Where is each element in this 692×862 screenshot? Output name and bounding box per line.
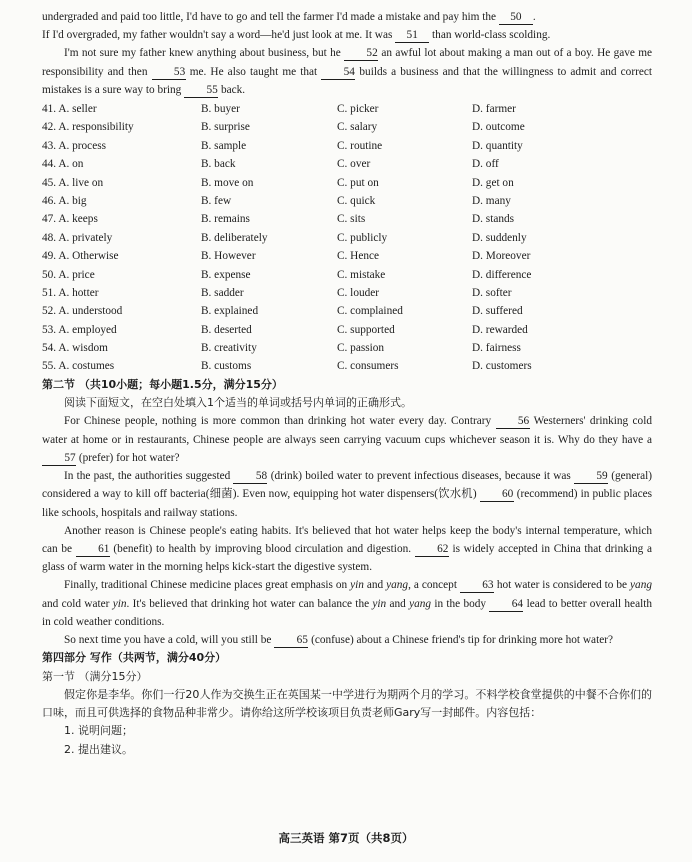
option-a: 43. A. process [42, 139, 107, 152]
blank-52: 52 [344, 47, 378, 61]
option-b: B. back [201, 158, 236, 171]
option-a: 54. A. wisdom [42, 342, 108, 355]
option-a: 49. A. Otherwise [42, 250, 119, 263]
option-row [42, 247, 652, 265]
page-footer: 高三英语 第7页（共8页） [278, 831, 414, 845]
option-d: D. difference [472, 268, 532, 281]
option-a: 55. A. costumes [42, 360, 115, 373]
part4-title: 第四部分 写作（共两节，满分40分） [42, 651, 227, 665]
writing-item-2: 2. 提出建议。 [64, 742, 133, 756]
passage1-paragraph2: I'm not sure my father knew anything about business, but he 52 an awful lot about making a man out of a boy. He gave me responsibility and then 53 me. He also taught me that 54 builds a business and that the willingness to admit and correct mistakes is a sure way to bring 55 back. [42, 47, 653, 96]
option-d: D. rewarded [472, 323, 528, 336]
option-a: 45. A. live on [42, 176, 104, 189]
option-b: B. buyer [201, 103, 240, 116]
option-d: D. suddenly [472, 231, 527, 244]
option-a: 42. A. responsibility [42, 121, 134, 134]
option-row [42, 284, 652, 302]
blank-55: 55 [184, 84, 218, 98]
blank-57: 57 [42, 452, 76, 466]
option-row [42, 192, 652, 210]
blank-50: 50 [499, 11, 533, 25]
blank-53: 53 [152, 66, 186, 80]
option-b: B. sample [201, 139, 247, 152]
option-b: B. customs [201, 360, 252, 373]
option-row [42, 229, 652, 247]
passage2-paragraph2: In the past, the authorities suggested 58 (drink) boiled water to prevent infectious diseases, because it was 59 (general) considered a way to kill off bacteria(细菌). Even now, equipping hot water dispensers(饮水机) 60 (recommend) in public places like schools, hospitals and railway stations. [42, 470, 652, 519]
option-c: C. complained [337, 305, 403, 318]
option-d: D. outcome [472, 121, 525, 134]
option-b: B. few [201, 194, 232, 207]
option-c: C. picker [337, 103, 379, 116]
option-row [42, 321, 652, 339]
blank-59: 59 [574, 470, 608, 484]
option-c: C. supported [337, 323, 395, 336]
option-row [42, 302, 652, 320]
option-d: D. customers [472, 360, 532, 373]
options-list [42, 100, 652, 376]
section2-instruction: 阅读下面短文，在空白处填入1个适当的单词或括号内单词的正确形式。 [64, 396, 412, 410]
option-b: B. move on [201, 176, 254, 189]
option-a: 48. A. privately [42, 231, 113, 244]
blank-56: 56 [496, 415, 530, 429]
option-a: 53. A. employed [42, 323, 117, 336]
option-c: C. routine [337, 139, 383, 152]
passage2-paragraph4: Finally, traditional Chinese medicine places great emphasis on yin and yang, a concept 63 hot water is considered to be yang and cold water yin. It's believed that drinking hot water can balance the yin and yang in the body 64 lead to better overall health in cold weather conditions. [42, 579, 653, 628]
option-a: 50. A. price [42, 268, 95, 281]
option-c: C. quick [337, 194, 376, 207]
passage2-paragraph5: So next time you have a cold, will you still be 65 (confuse) about a Chinese friend's tip for drinking more hot water? [64, 633, 614, 646]
blank-62: 62 [415, 543, 449, 557]
option-b: B. deliberately [201, 231, 268, 244]
option-d: D. fairness [472, 342, 521, 355]
option-d: D. suffered [472, 305, 523, 318]
passage1-line2: If I'd overgraded, my father wouldn't say a word—he'd just look at me. It was 51 than world-class scolding. [42, 29, 551, 42]
passage1-line1: undergraded and paid too little, I'd have to go and tell the farmer I'd made a mistake and pay him the 50 . [42, 11, 536, 23]
option-a: 47. A. keeps [42, 213, 98, 226]
option-c: C. passion [337, 342, 385, 355]
option-b: B. explained [201, 305, 259, 318]
option-c: C. Hence [337, 250, 380, 263]
option-a: 46. A. big [42, 194, 87, 207]
option-row [42, 210, 652, 228]
option-d: D. many [472, 194, 511, 207]
option-c: C. sits [337, 213, 366, 226]
part4-subtitle: 第一节 （满分15分） [42, 669, 148, 683]
blank-63: 63 [460, 579, 494, 593]
option-c: C. salary [337, 121, 378, 134]
option-row [42, 100, 652, 118]
option-b: B. However [201, 250, 256, 263]
option-row [42, 137, 652, 155]
option-a: 44. A. on [42, 158, 84, 171]
option-a: 52. A. understood [42, 305, 123, 318]
option-a: 41. A. seller [42, 103, 97, 116]
option-d: D. get on [472, 176, 514, 189]
option-row [42, 339, 652, 357]
blank-54: 54 [321, 66, 355, 80]
option-row [42, 174, 652, 192]
passage2-paragraph3: Another reason is Chinese people's eating habits. It's believed that hot water helps keep the body's internal temperature, which can be 61 (benefit) to health by improving blood circulation and digestion. 62 is widely accepted in China that drinking a glass of warm water in the morning helps kick-start the digestive system. [42, 524, 653, 574]
blank-60: 60 [480, 488, 514, 502]
option-d: D. off [472, 158, 499, 171]
writing-item-1: 1. 说明问题； [64, 724, 133, 738]
option-d: D. farmer [472, 103, 516, 116]
option-c: C. put on [337, 176, 379, 189]
option-c: C. mistake [337, 268, 386, 281]
option-b: B. creativity [201, 342, 257, 355]
blank-61: 61 [76, 543, 110, 557]
option-row [42, 357, 652, 375]
passage2-paragraph1: For Chinese people, nothing is more common than drinking hot water every day. Contrary 56 Westerners' drinking cold water at home or in restaurants, Chinese people are always seen carrying vacuum cups whichever season it is. Why do they have a 57 (prefer) for hot water? [42, 415, 652, 464]
option-b: B. deserted [201, 323, 252, 336]
option-row [42, 266, 652, 284]
blank-64: 64 [489, 598, 523, 612]
option-d: D. softer [472, 286, 512, 299]
option-a: 51. A. hotter [42, 286, 99, 299]
option-c: C. over [337, 158, 371, 171]
blank-58: 58 [233, 470, 267, 484]
option-c: C. publicly [337, 231, 388, 244]
option-d: D. quantity [472, 139, 523, 152]
option-b: B. expense [201, 268, 251, 281]
option-b: B. remains [201, 213, 250, 226]
option-d: D. Moreover [472, 250, 531, 263]
option-b: B. sadder [201, 286, 244, 299]
option-c: C. louder [337, 286, 380, 299]
option-d: D. stands [472, 213, 515, 226]
option-b: B. surprise [201, 121, 250, 134]
option-row [42, 118, 652, 136]
writing-prompt: 假定你是李华。你们一行20人作为交换生正在英国某一中学进行为期两个月的学习。不料学校食堂提供的中餐不合你们的口味，而且可供选择的食物品种非常少。请你给这所学校该项目负责老师Gary写一封邮件。内容包括： [42, 687, 652, 720]
option-row [42, 155, 652, 173]
option-c: C. consumers [337, 360, 399, 373]
blank-51: 51 [395, 29, 429, 43]
section2-title: 第二节 （共10小题；每小题1.5分，满分15分） [42, 377, 283, 391]
blank-65: 65 [274, 634, 308, 648]
